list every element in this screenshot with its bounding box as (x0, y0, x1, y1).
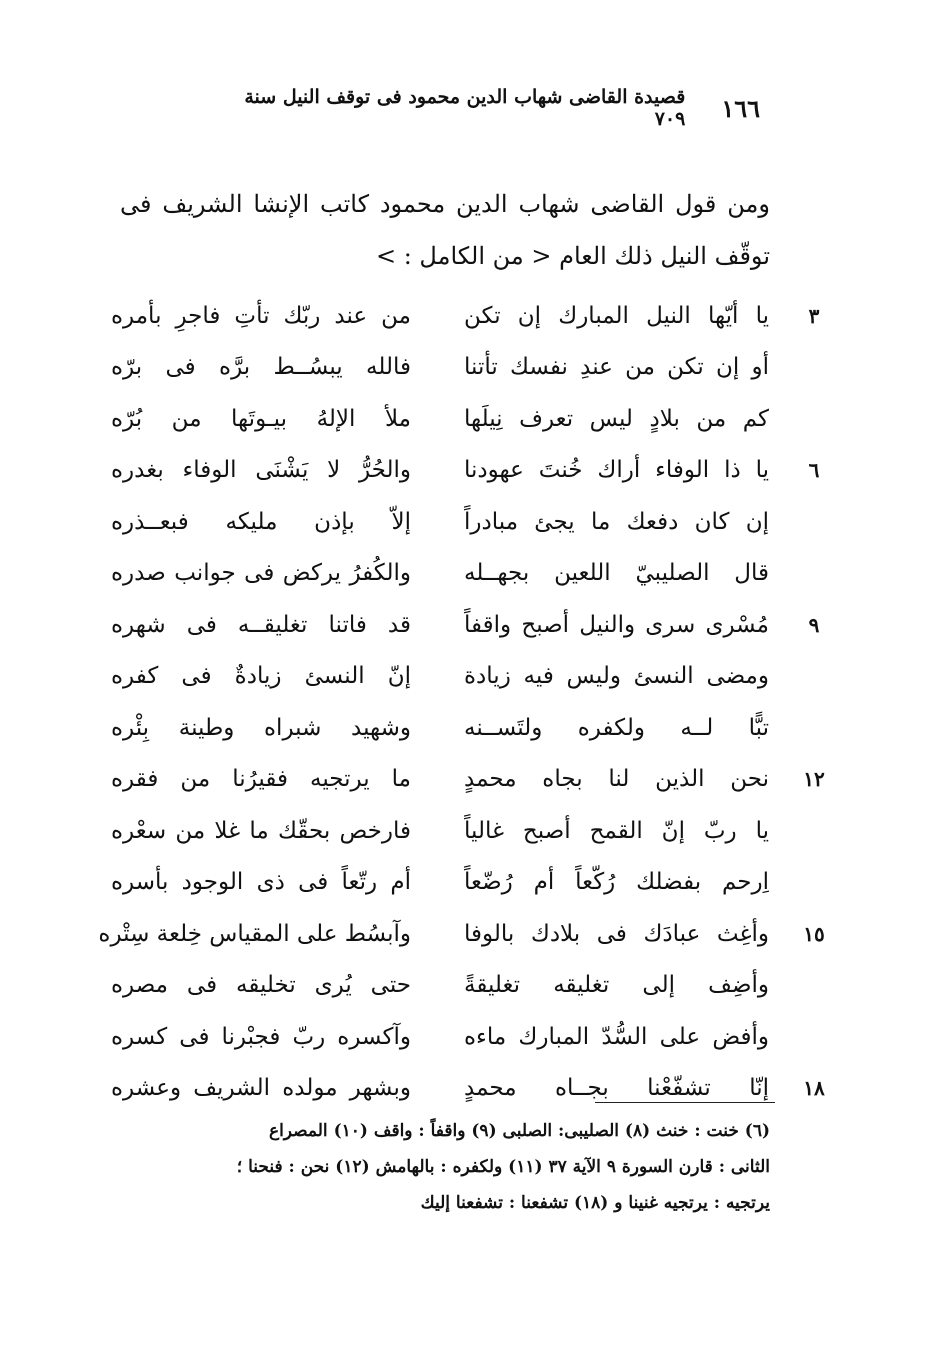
first-hemistich: اِرحم بفضلك رُكّعاً أم رُضّعاً (464, 869, 769, 896)
verse-row (105, 651, 825, 703)
verse-row (105, 393, 825, 445)
second-hemistich: والحُرُّ لا يَشْنَى الوفاء بغدره (111, 457, 411, 484)
running-title: قصيدة القاضى شهاب الدين محمود فى توقف النيل سنة ٧٠٩ (244, 86, 686, 130)
verse-row (105, 496, 825, 548)
verse-row (105, 1063, 825, 1115)
verse-row (105, 754, 825, 806)
second-hemistich: والكُفرُ يركض فى جوانب صدره (111, 560, 411, 587)
first-hemistich: قال الصليبيّ اللعين بجهــله (464, 560, 769, 587)
verse-row (105, 599, 825, 651)
page-header (230, 88, 760, 128)
footnotes (115, 1113, 770, 1221)
first-hemistich: يا ذا الوفاء أراك خُنتَ عهودنا (464, 457, 769, 484)
footnote-divider (595, 1102, 775, 1103)
verse-number: ١٥ (803, 921, 825, 946)
verse-number: ٦ (808, 458, 820, 483)
first-hemistich: وأضِف إلى تغليقه تغليقةً (464, 972, 769, 999)
first-hemistich: يا أيّها النيل المبارك إن تكن (464, 302, 769, 329)
second-hemistich: ملأ الإلهُ بيـوتَها من بُرّه (111, 405, 411, 432)
verse-number: ١٨ (803, 1076, 825, 1101)
first-hemistich: نحن الذين لنا بجاه محمدٍ (464, 766, 769, 793)
verse-row (105, 805, 825, 857)
second-hemistich: حتى يُرى تخليقه فى مصره (111, 972, 411, 999)
page-number: ١٦٦ (721, 93, 760, 123)
second-hemistich: ما يرتجيه فقيرُنا من فقره (111, 766, 411, 793)
verse-row (105, 290, 825, 342)
second-hemistich: وبشهر مولده الشريف وعشره (111, 1075, 411, 1102)
first-hemistich: وأغِث عبادَك فى بلادك بالوفا (464, 920, 769, 947)
first-hemistich: مُسْرى سرى والنيل أصبح واقفاً (464, 611, 769, 638)
verse-row (105, 445, 825, 497)
second-hemistich: قد فاتنا تغليقــه فى شهره (111, 611, 411, 638)
first-hemistich: تبًّا لــه ولكفره ولتَســنه (464, 714, 769, 741)
intro-line-1: ومن قول القاضى شهاب الدين محمود كاتب الإنشا الشريف فى (120, 190, 770, 218)
verse-number: ٣ (808, 303, 820, 328)
first-hemistich: إنّا تشفّعْنا بجــاه محمدٍ (464, 1075, 769, 1102)
verse-row (105, 548, 825, 600)
first-hemistich: وأفض على السُّدّ المبارك ماءه (464, 1023, 769, 1050)
intro-paragraph (120, 178, 770, 282)
verse-row (105, 342, 825, 394)
second-hemistich: وآكسره ربّ فجبْرنا فى كسره (111, 1023, 411, 1050)
first-hemistich: أو إن تكن من عندِ نفسك تأتنا (464, 354, 769, 381)
first-hemistich: ومضى النسئ وليس فيه زيادة (464, 663, 769, 690)
verse-number: ٩ (808, 612, 820, 637)
second-hemistich: أم رتّعاً فى ذى الوجود بأسره (111, 869, 411, 896)
poem-verses (98, 290, 825, 1114)
second-hemistich: فالله يبسُــط برَّه فى برّه (111, 354, 411, 381)
verse-row (105, 1011, 825, 1063)
verse-row (105, 702, 825, 754)
second-hemistich: وآبسُط على المقياس خِلعة سِتْره (98, 920, 411, 947)
intro-line-2: توقّف النيل ذلك العام < من الكامل : > (375, 242, 770, 270)
verse-row (98, 908, 825, 960)
verse-row (105, 857, 825, 909)
footnote-line-1: (٦) خنت : خنث (٨) الصليبى: الصلبى (٩) واقفاً : واقف (١٠) المصراع (268, 1121, 770, 1141)
footnote-line-2: الثانى : قارن السورة ٩ الآية ٣٧ (١١) ولكفره : بالهامش (١٢) نحن : فنحنا ؛ (236, 1157, 770, 1177)
second-hemistich: إنّ النسئ زيادةٌ فى كفره (111, 663, 411, 690)
footnote-line-3: يرتجيه : يرتجيه غنينا و (١٨) تشفعنا : تشفعنا إليك (420, 1193, 770, 1213)
second-hemistich: إلاّ بإذن مليكه فبعــذره (111, 508, 411, 535)
first-hemistich: يا ربّ إنّ القمح أصبح غالياً (464, 817, 769, 844)
verse-row (105, 960, 825, 1012)
verse-number: ١٢ (803, 767, 825, 792)
second-hemistich: فارخص بحقّك ما غلا من سعْره (111, 817, 411, 844)
first-hemistich: إن كان دفعك ما يجئ مبادراً (464, 508, 769, 535)
first-hemistich: كم من بلادٍ ليس تعرف نِيلَها (464, 405, 769, 432)
second-hemistich: من عند ربّك تأتِ فاجرِ بأمره (111, 302, 411, 329)
second-hemistich: وشهيد شبراه وطينة بِئْره (111, 714, 411, 741)
